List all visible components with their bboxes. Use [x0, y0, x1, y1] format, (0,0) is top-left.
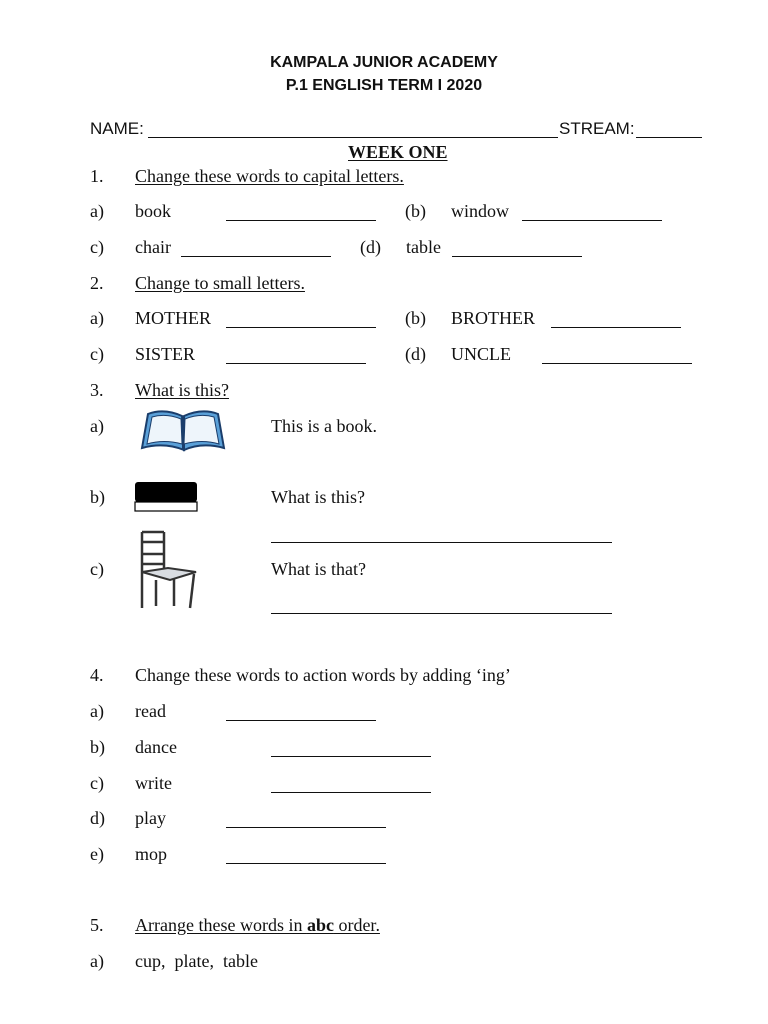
- q4b-word: dance: [135, 737, 177, 757]
- q3-number: 3.: [90, 380, 104, 400]
- q4e-answer-line[interactable]: [226, 863, 386, 864]
- q3b-answer-line[interactable]: [271, 542, 612, 543]
- q1a-answer-line[interactable]: [226, 220, 376, 221]
- q1d-answer-line[interactable]: [452, 256, 582, 257]
- q2a-answer-line[interactable]: [226, 327, 376, 328]
- q4-title: Change these words to action words by adding ‘ing’: [135, 665, 511, 685]
- q4e-label: e): [90, 844, 104, 864]
- q4c-word: write: [135, 773, 172, 793]
- q4b-label: b): [90, 737, 105, 757]
- q4d-word: play: [135, 808, 166, 828]
- q4c-answer-line[interactable]: [271, 792, 431, 793]
- stream-label: STREAM:: [559, 119, 635, 138]
- q5-number: 5.: [90, 915, 104, 935]
- q4e-word: mop: [135, 844, 168, 864]
- q1b-answer-line[interactable]: [522, 220, 662, 221]
- q2c-label: c): [90, 344, 104, 364]
- q5-title-before: Arrange these words in: [135, 915, 307, 935]
- q2d-word: UNCLE: [451, 344, 511, 364]
- q2-number: 2.: [90, 273, 104, 293]
- q3a-text: This is a book.: [271, 416, 377, 436]
- q3c-text: What is that?: [271, 559, 366, 579]
- q4d-label: d): [90, 808, 105, 828]
- chair-icon: [134, 528, 200, 612]
- q2b-answer-line[interactable]: [551, 327, 681, 328]
- q3b-label: b): [90, 487, 105, 507]
- q4-number: 4.: [90, 665, 104, 685]
- q1d-label: (d): [360, 237, 381, 257]
- q1c-label: c): [90, 237, 104, 257]
- q1-number: 1.: [90, 166, 104, 186]
- q4a-answer-line[interactable]: [226, 720, 376, 721]
- q2a-word: MOTHER: [135, 308, 211, 328]
- blackboard-icon: [134, 481, 198, 513]
- q3b-text: What is this?: [271, 487, 365, 507]
- q4a-label: a): [90, 701, 104, 721]
- q1a-word: book: [135, 201, 171, 221]
- q2c-word: SISTER: [135, 344, 196, 364]
- exam-title: P.1 ENGLISH TERM I 2020: [285, 77, 483, 94]
- q2b-label: (b): [405, 308, 426, 328]
- q2b-word: BROTHER: [451, 308, 536, 328]
- q5-title-bold: abc: [306, 915, 334, 935]
- school-name: KAMPALA JUNIOR ACADEMY: [270, 54, 498, 71]
- book-icon: [138, 404, 228, 452]
- q3a-label: a): [90, 416, 104, 436]
- q2d-answer-line[interactable]: [542, 363, 692, 364]
- q5-title-after: order.: [333, 915, 380, 935]
- q4a-word: read: [135, 701, 166, 721]
- q4b-answer-line[interactable]: [271, 756, 431, 757]
- name-line[interactable]: [148, 137, 558, 138]
- q1c-answer-line[interactable]: [181, 256, 331, 257]
- q5a-label: a): [90, 951, 104, 971]
- name-label: NAME:: [90, 119, 144, 138]
- q5-title: [135, 915, 380, 936]
- q2d-label: (d): [405, 344, 426, 364]
- q4c-label: c): [90, 773, 104, 793]
- q1b-word: window: [451, 201, 509, 221]
- q2a-label: a): [90, 308, 104, 328]
- q4d-answer-line[interactable]: [226, 827, 386, 828]
- q3c-label: c): [90, 559, 104, 579]
- week-heading: WEEK ONE: [348, 142, 448, 162]
- q5a-words: cup, plate, table: [135, 951, 258, 971]
- q3-title: What is this?: [135, 380, 229, 400]
- q1d-word: table: [406, 237, 441, 257]
- stream-line[interactable]: [636, 137, 702, 138]
- q1b-label: (b): [405, 201, 426, 221]
- q3c-answer-line[interactable]: [271, 613, 612, 614]
- q2-title: Change to small letters.: [135, 273, 305, 293]
- q1-title: Change these words to capital letters.: [135, 166, 404, 186]
- q2c-answer-line[interactable]: [226, 363, 366, 364]
- q1c-word: chair: [135, 237, 171, 257]
- q1a-label: a): [90, 201, 104, 221]
